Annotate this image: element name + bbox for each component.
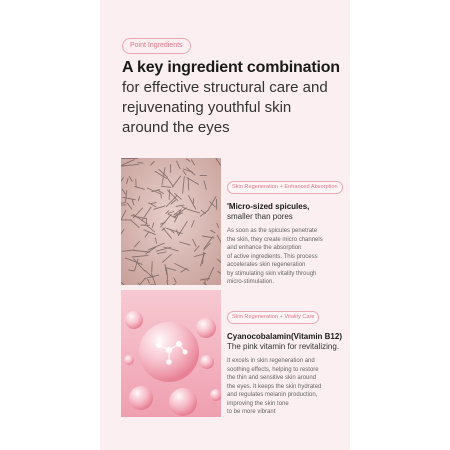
description-line: by stimulating skin vitality through bbox=[227, 270, 317, 277]
description-line: to be more vibrant bbox=[227, 409, 276, 415]
spicule-mark bbox=[141, 225, 149, 226]
ingredient-tag: Skin Regeneration + Enhanced Absorption bbox=[227, 181, 343, 194]
ingredient-description bbox=[227, 357, 347, 417]
description-line: and regulates melanin production, bbox=[227, 392, 318, 398]
ingredient-title: Cyanocobalamin(Vitamin B12) bbox=[227, 332, 342, 341]
ingredient-subtitle: smaller than pores bbox=[227, 211, 293, 221]
description-line: accelerates skin regeneration bbox=[227, 262, 306, 268]
description-line: the thin and sensitive skin around bbox=[227, 375, 317, 381]
spicules-illustration bbox=[121, 158, 221, 285]
microscope-spicules-image bbox=[121, 158, 221, 285]
headline-line: rejuvenating youthful skin bbox=[122, 99, 292, 116]
spicule-mark bbox=[152, 262, 153, 273]
description-line: improving the skin tone bbox=[227, 400, 289, 407]
ingredient-tag: Skin Regeneration + Vitality Care bbox=[227, 311, 319, 324]
description-line: the eyes. It keeps the skin hydrated bbox=[227, 383, 322, 390]
description-line: As soon as the spicules penetrate bbox=[227, 228, 318, 234]
ingredient-vitamin-b12 bbox=[227, 305, 347, 417]
description-line: It excels in skin regeneration and bbox=[227, 358, 315, 364]
ingredient-spicules bbox=[227, 175, 347, 287]
description-line: and enhance the absorption bbox=[227, 245, 302, 251]
description-line: of active ingredients. This process bbox=[227, 253, 318, 260]
description-line: soothing effects, helping to restore bbox=[227, 366, 319, 373]
spicule-mark bbox=[188, 178, 189, 190]
headline-line: for effective structural care and bbox=[122, 79, 328, 96]
point-ingredients-badge: Point Ingredients bbox=[122, 38, 191, 54]
ingredient-subtitle: The pink vitamin for revitalizing. bbox=[227, 341, 340, 351]
headline bbox=[122, 58, 347, 138]
ingredient-title: 'Micro-sized spicules, bbox=[227, 202, 310, 211]
pink-molecule-bubbles-image bbox=[121, 290, 221, 417]
description-line: micro-stimulation. bbox=[227, 279, 275, 285]
spicule-mark bbox=[161, 194, 162, 198]
bubbles-illustration bbox=[121, 290, 221, 417]
description-line: the skin, they create micro channels bbox=[227, 236, 323, 243]
ingredient-description bbox=[227, 227, 347, 287]
headline-line: around the eyes bbox=[122, 119, 230, 136]
headline-bold: A key ingredient combination bbox=[122, 59, 340, 76]
